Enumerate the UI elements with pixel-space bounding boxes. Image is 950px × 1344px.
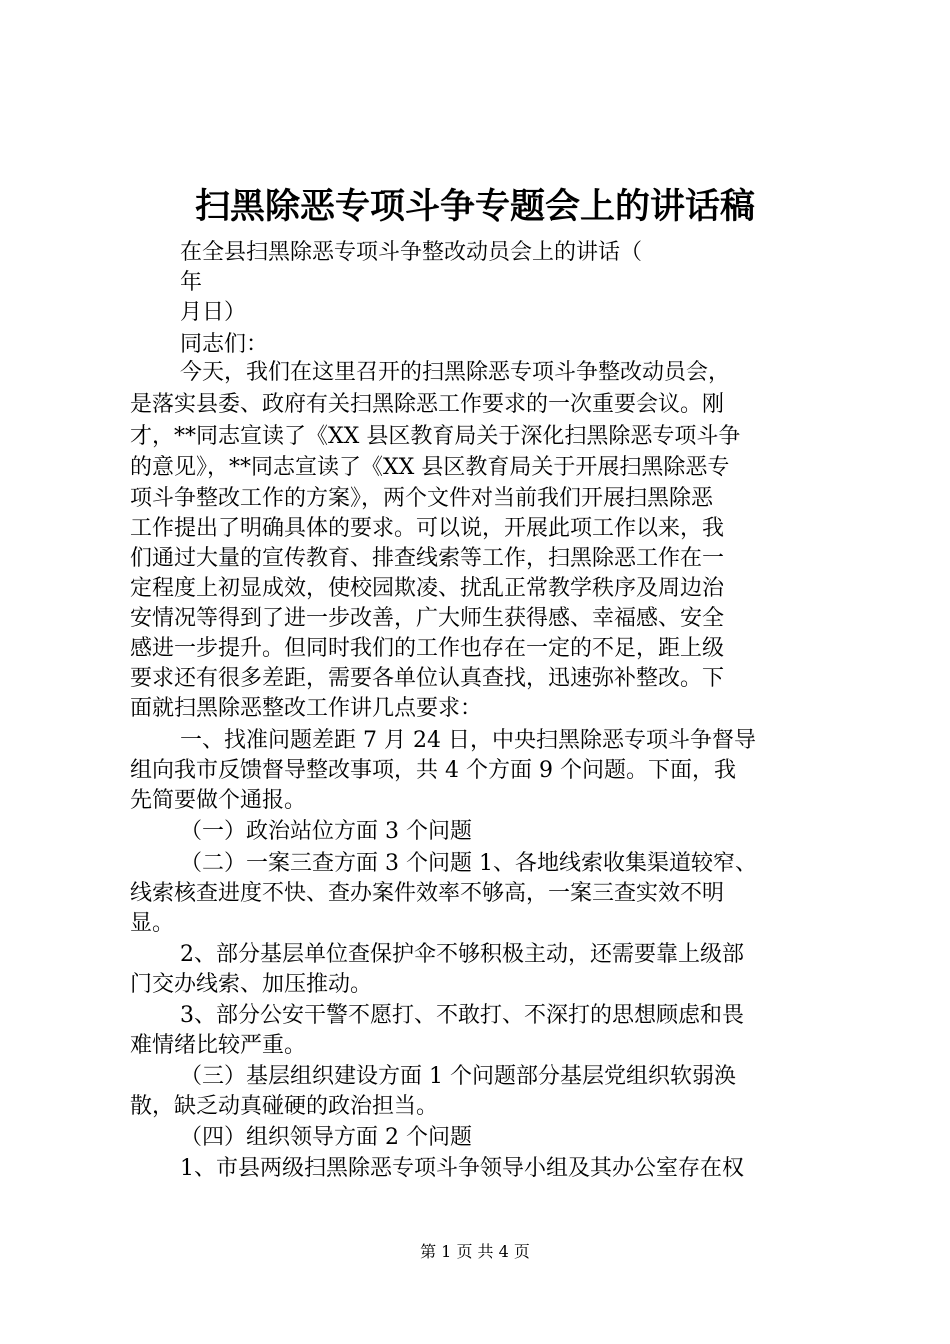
text-line: 的意见》，**同志宣读了《XX 县区教育局关于开展扫黑除恶专: [130, 455, 730, 480]
text-line: 散，缺乏动真碰硬的政治担当。: [130, 1094, 439, 1119]
text-line: 今天，我们在这里召开的扫黑除恶专项斗争整改动员会，: [180, 360, 731, 385]
text-line: 线索核查进度不快、查办案件效率不够高，一案三查实效不明: [130, 881, 725, 906]
text-line: 3、部分公安干警不愿打、不敢打、不深打的思想顾虑和畏: [180, 1003, 744, 1028]
document-title: 扫黑除恶专项斗争专题会上的讲话稿: [194, 186, 755, 227]
text-line: （一）政治站位方面 3 个问题: [180, 819, 472, 844]
text-line: 难情绪比较严重。: [130, 1033, 307, 1058]
text-line: 在全县扫黑除恶专项斗争整改动员会上的讲话（: [180, 240, 643, 265]
text-line: 1、市县两级扫黑除恶专项斗争领导小组及其办公室存在权: [180, 1156, 744, 1181]
text-line: 才，**同志宣读了《XX 县区教育局关于深化扫黑除恶专项斗争: [130, 424, 741, 449]
text-line: 一、找准问题差距 7 月 24 日，中央扫黑除恶专项斗争督导: [180, 728, 756, 753]
text-line: 月日）: [180, 300, 247, 325]
text-line: 面就扫黑除恶整改工作讲几点要求：: [130, 696, 483, 721]
text-line: 门交办线索、加压推动。: [130, 972, 373, 997]
text-line: 显。: [130, 911, 175, 936]
text-line: 是落实县委、政府有关扫黑除恶工作要求的一次重要会议。刚: [130, 392, 725, 417]
text-line: 工作提出了明确具体的要求。可以说，开展此项工作以来，我: [130, 516, 725, 541]
text-line: 感进一步提升。但同时我们的工作也存在一定的不足，距上级: [130, 636, 725, 661]
text-line: 2、部分基层单位查保护伞不够积极主动，还需要靠上级部: [180, 942, 744, 967]
text-line: （三）基层组织建设方面 1 个问题部分基层党组织软弱涣: [180, 1064, 736, 1089]
text-line: （四）组织领导方面 2 个问题: [180, 1125, 472, 1150]
text-line: 安情况等得到了进一步改善，广大师生获得感、幸福感、安全: [130, 606, 725, 631]
text-line: （二）一案三查方面 3 个问题 1、各地线索收集渠道较窄、: [180, 851, 757, 876]
text-line: 定程度上初显成效，使校园欺凌、扰乱正常教学秩序及周边治: [130, 576, 725, 601]
text-line: 年: [180, 270, 203, 295]
page-number: 第 1 页 共 4 页: [420, 1242, 530, 1261]
text-line: 项斗争整改工作的方案》，两个文件对当前我们开展扫黑除恶: [130, 486, 714, 511]
text-line: 要求还有很多差距，需要各单位认真查找，迅速弥补整改。下: [130, 666, 725, 691]
text-line: 们通过大量的宣传教育、排查线索等工作，扫黑除恶工作在一: [130, 546, 725, 571]
text-line: 先简要做个通报。: [130, 788, 307, 813]
text-line: 组向我市反馈督导整改事项，共 4 个方面 9 个问题。下面，我: [130, 758, 736, 783]
text-line: 同志们：: [180, 332, 269, 357]
